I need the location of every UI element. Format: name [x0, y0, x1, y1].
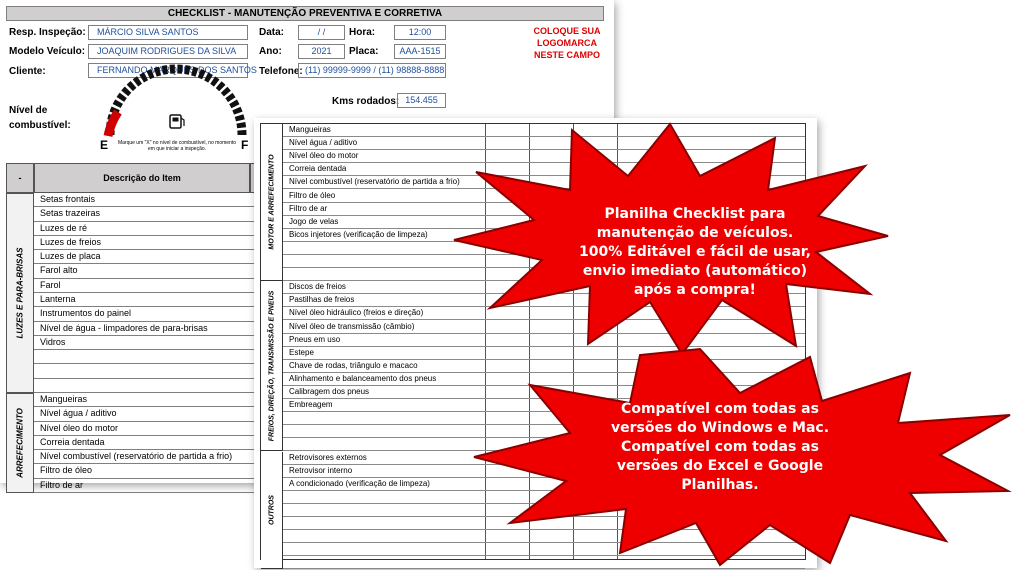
table-row[interactable]: Setas frontais [34, 193, 604, 207]
table-row[interactable]: Retrovisores externos [283, 452, 805, 465]
plate-label: Placa: [349, 46, 379, 57]
model-field[interactable]: JOAQUIM RODRIGUES DA SILVA [88, 44, 248, 59]
section-label-lights: LUZES E PARA-BRISAS [6, 193, 34, 393]
promo-text-1 [575, 205, 815, 300]
table-header-description: Descrição do Item [34, 163, 250, 193]
model-label: Modelo Veículo: [9, 46, 86, 57]
section-name: FREIOS, DIREÇÃO, TRANSMISSÃO E PNEUS [268, 290, 275, 442]
table-row[interactable]: Nível de água - limpadores de para-brisas [34, 322, 604, 336]
fuel-pump-icon [170, 115, 184, 128]
year-label: Ano: [259, 46, 282, 57]
promo-line: após a compra! [634, 282, 756, 298]
table-row[interactable]: Bicos injetores (verificação de limpeza) [283, 229, 805, 242]
gauge-instruction: Marque um "X" no nível de combustível, no momento em que iniciar a inspeção. [117, 140, 237, 152]
date-field[interactable]: / / [298, 25, 345, 40]
phone-field[interactable]: (11) 99999-9999 / (11) 98888-8888 [298, 63, 446, 78]
section-name: MOTOR E ARREFECIMENTO [268, 154, 275, 250]
table-row[interactable]: Lanterna [34, 293, 604, 307]
table-row[interactable]: Pneus em uso [283, 334, 805, 347]
table-row[interactable]: Farol [34, 279, 604, 293]
table-row[interactable]: Nível óleo do motor [283, 150, 805, 163]
table-header-dash: - [6, 163, 34, 193]
date-label: Data: [259, 27, 285, 38]
table-row[interactable]: Retrovisor interno [283, 465, 805, 478]
table-row[interactable]: Farol alto [34, 264, 604, 278]
table-row[interactable]: Nível água / aditivo [283, 137, 805, 150]
table-row[interactable]: Filtro de óleo [283, 190, 805, 203]
promo-line: envio imediato (automático) [582, 263, 808, 279]
table-row[interactable]: Chave de rodas, triângulo e macaco [283, 360, 805, 373]
gauge-arc [108, 69, 242, 136]
table-row[interactable]: Discos de freios [283, 281, 805, 294]
table-row[interactable]: Filtro de ar [34, 479, 604, 493]
table-row[interactable]: Nível combustível (reservatório de partida a frio) [283, 176, 805, 189]
promo-line: versões do Excel e Google [616, 458, 824, 474]
table-row[interactable]: Filtro de óleo [34, 464, 604, 478]
sheet-title: CHECKLIST - MANUTENÇÃO PREVENTIVA E CORRETIVA [6, 6, 604, 21]
section-label [261, 281, 283, 451]
kms-label: Kms rodados: [332, 96, 400, 107]
gauge-full-label: F [241, 138, 249, 152]
time-field[interactable]: 12:00 [394, 25, 446, 40]
promo-line: Planilha Checklist para [604, 206, 786, 222]
time-label: Hora: [349, 27, 376, 38]
fuel-label-2: combustível: [9, 120, 71, 131]
table-row[interactable]: Correia dentada [34, 436, 604, 450]
table-row[interactable]: Nível óleo de transmissão (câmbio) [283, 321, 805, 334]
client-label: Cliente: [9, 66, 46, 77]
table-row[interactable]: Correia dentada [283, 163, 805, 176]
phone-label: Telefone: [259, 66, 303, 77]
table-row[interactable]: Filtro de ar [283, 203, 805, 216]
promo-line: manutenção de veículos. [596, 225, 794, 241]
year-field[interactable]: 2021 [298, 44, 345, 59]
table-row[interactable]: Nível óleo hidráulico (freios e direção) [283, 307, 805, 320]
table-row[interactable]: Calibragem dos pneus [283, 386, 805, 399]
table-row[interactable]: A condicionado (verificação de limpeza) [283, 478, 805, 491]
promo-line: versões do Windows e Mac. [610, 420, 830, 436]
table-row[interactable]: Alinhamento e balanceamento dos pneus [283, 373, 805, 386]
promo-line: Planilhas. [681, 477, 759, 493]
promo-line: Compatível com todas as [621, 439, 819, 455]
table-row[interactable]: Instrumentos do painel [34, 307, 604, 321]
table-row[interactable]: Nível água / aditivo [34, 407, 604, 421]
table-row[interactable]: Estepe [283, 347, 805, 360]
logo-placeholder[interactable]: COLOQUE SUA LOGOMARCA NESTE CAMPO [533, 26, 601, 60]
section-name: OUTROS [268, 494, 275, 525]
table-row[interactable]: Nível óleo do motor [34, 422, 604, 436]
table-row[interactable]: Pastilhas de freios [283, 294, 805, 307]
table-row[interactable]: Setas trazeiras [34, 207, 604, 221]
table-row[interactable]: Jogo de velas [283, 216, 805, 229]
plate-field[interactable]: AAA-1515 [394, 44, 446, 59]
table-row[interactable]: Luzes de placa [34, 250, 604, 264]
table-row[interactable]: Mangueiras [34, 393, 604, 407]
section-label-cooling: ARREFECIMENTO [6, 393, 34, 493]
section-label [261, 452, 283, 570]
table-row[interactable]: Luzes de ré [34, 222, 604, 236]
table-row[interactable]: Nível combustível (reservatório de partida a frio) [34, 450, 604, 464]
table-row[interactable]: Mangueiras [283, 124, 805, 137]
table-row[interactable]: Luzes de freios [34, 236, 604, 250]
client-field[interactable]: FERNANDO MARQUES DOS SANTOS [88, 63, 248, 78]
promo-text-2 [600, 400, 840, 495]
promo-line: 100% Editável e fácil de usar, [579, 244, 811, 260]
section-label [261, 124, 283, 281]
fuel-label: Nível de [9, 105, 48, 116]
gauge-empty-label: E [100, 138, 109, 152]
inspector-label: Resp. Inspeção: [9, 27, 86, 38]
kms-field[interactable]: 154.455 [397, 93, 446, 108]
table-row[interactable]: Embreagem [283, 399, 805, 412]
inspector-field[interactable]: MÁRCIO SILVA SANTOS [88, 25, 248, 40]
table-row[interactable]: Vidros [34, 336, 604, 350]
promo-line: Compatível com todas as [621, 401, 819, 417]
